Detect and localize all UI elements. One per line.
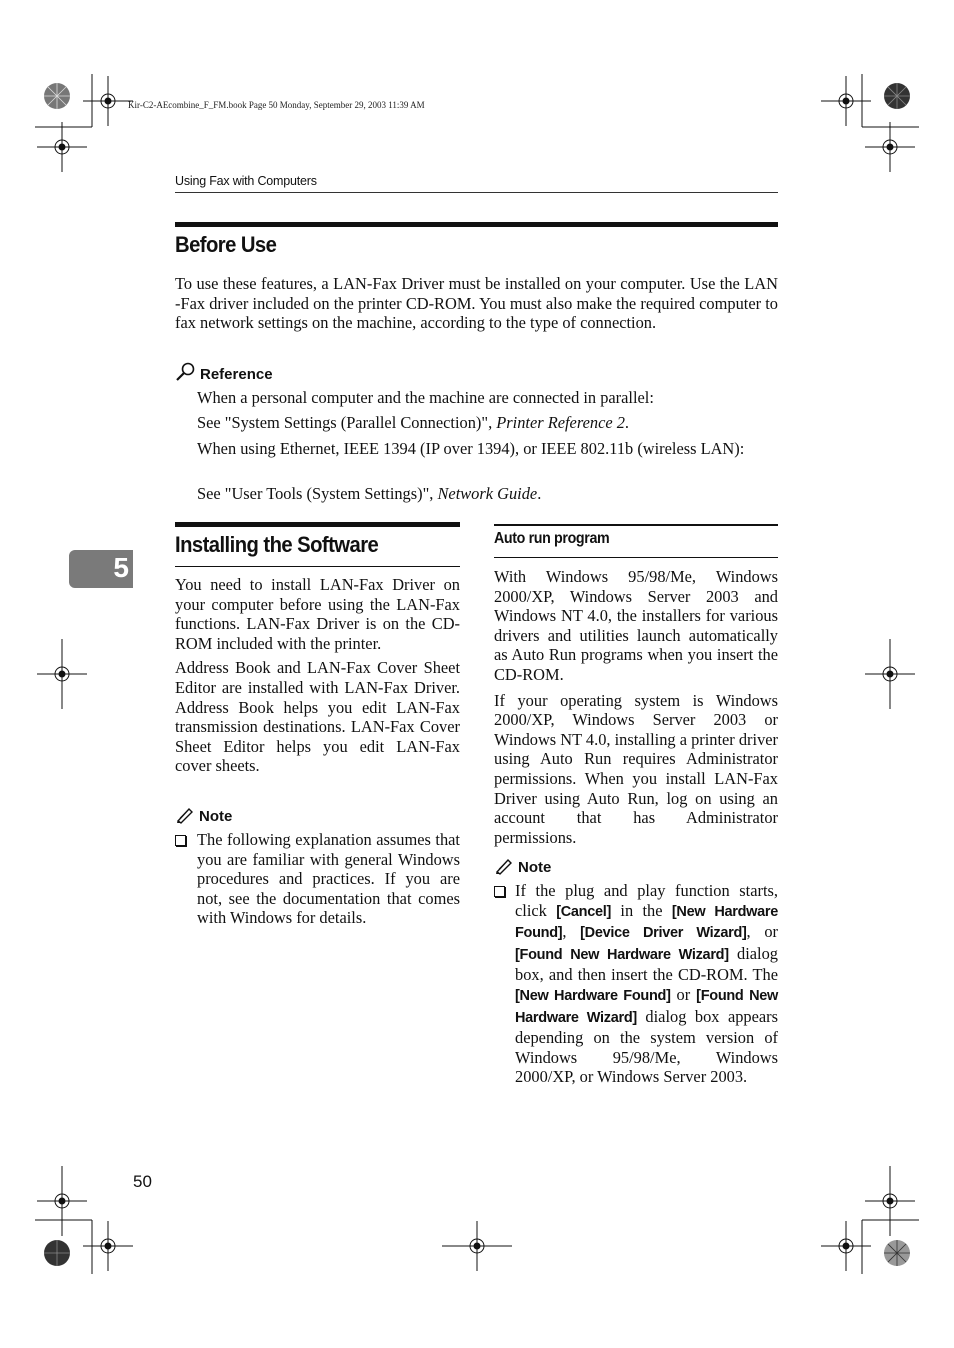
installing-heading-rule bbox=[175, 566, 460, 567]
registration-mark-icon bbox=[865, 122, 915, 172]
magnifier-icon bbox=[175, 362, 196, 382]
calibration-disc-icon bbox=[882, 1238, 912, 1268]
chapter-number: 5 bbox=[113, 552, 129, 583]
registration-mark-icon bbox=[37, 122, 87, 172]
pencil-icon bbox=[175, 806, 195, 824]
auto-run-body bbox=[494, 567, 778, 847]
reference-line-parallel: When a personal computer and the machine are connected in parallel: bbox=[197, 388, 654, 407]
reference-line-ethernet: When using Ethernet, IEEE 1394 (IP over 1394), or IEEE 802.11b (wireless LAN): bbox=[197, 439, 745, 458]
chapter-tab bbox=[69, 550, 133, 588]
checkbox-icon bbox=[175, 835, 186, 846]
calibration-disc-icon bbox=[882, 81, 912, 111]
reference-label: Reference bbox=[200, 366, 273, 383]
pencil-icon bbox=[494, 857, 514, 875]
header-rule bbox=[175, 192, 778, 193]
installing-heading: Installing the Software bbox=[175, 532, 379, 557]
page-number: 50 bbox=[133, 1172, 152, 1191]
reference-manual-printer: Printer Reference 2 bbox=[496, 413, 625, 432]
registration-mark-icon bbox=[83, 76, 133, 126]
registration-mark-icon bbox=[442, 1221, 512, 1271]
before-use-body: To use these features, a LAN-Fax Driver must be installed on your computer. Use the LAN -Fax driver included on the printer CD-ROM. You must also make the required computer to fax network settings on the machine, according to the type of connection. bbox=[175, 274, 778, 333]
auto-run-bottom-rule bbox=[494, 557, 778, 558]
installing-note-item: The following explanation assumes that you are familiar with general Windows procedures and practices. If you are not, see the documentation that comes with Windows for details. bbox=[175, 830, 460, 928]
installing-note-heading bbox=[175, 806, 232, 826]
registration-mark-icon bbox=[865, 639, 915, 709]
checkbox-icon bbox=[494, 886, 505, 897]
note-label: Note bbox=[199, 808, 233, 825]
ui-label-found-new-hardware-wizard: [Found New Hardware Wizard] bbox=[515, 946, 729, 963]
ui-label-new-hardware-found: [New Hardware Found] bbox=[515, 987, 671, 1004]
ui-label-cancel: [Cancel] bbox=[556, 903, 612, 920]
reference-line-parallel-see: See "System Settings (Parallel Connection)", Printer Reference 2. bbox=[197, 413, 630, 432]
section-rule bbox=[175, 222, 778, 227]
reference-manual-network: Network Guide bbox=[437, 484, 538, 503]
installing-body bbox=[175, 575, 460, 776]
section-rule bbox=[175, 522, 460, 527]
installing-para-2: Address Book and LAN-Fax Cover Sheet Editor are installed with LAN-Fax Driver. Address Book helps you edit LAN-Fax transmission destinations. LAN-Fax Cover Sheet Editor helps you edit LAN-Fax cover sheets. bbox=[175, 658, 460, 776]
reference-line-ethernet-see: See "User Tools (System Settings)", Network Guide. bbox=[197, 484, 542, 503]
registration-mark-icon bbox=[83, 1221, 133, 1271]
registration-mark-icon bbox=[865, 1166, 915, 1236]
registration-mark-icon bbox=[37, 639, 87, 709]
auto-run-note-heading bbox=[494, 857, 551, 877]
auto-run-para-1: With Windows 95/98/Me, Windows 2000/XP, Windows Server 2003 and Windows NT 4.0, the installers for various drivers and utilities launch automatically as Auto Run programs when you insert the CD-ROM. bbox=[494, 567, 778, 684]
registration-mark-icon bbox=[821, 76, 871, 126]
running-header: Using Fax with Computers bbox=[175, 174, 317, 188]
reference-heading bbox=[175, 362, 273, 384]
ui-label-found-new-hardware-wizard: [Found New Hardware Wizard] bbox=[515, 987, 778, 1026]
note-label: Note bbox=[518, 859, 552, 876]
ui-label-device-driver-wizard: [Device Driver Wizard] bbox=[580, 925, 747, 942]
calibration-disc-icon bbox=[42, 81, 72, 111]
registration-mark-icon bbox=[37, 1166, 87, 1236]
registration-mark-icon bbox=[821, 1221, 871, 1271]
installing-para-1: You need to install LAN-Fax Driver on your computer before using the LAN-Fax functions. LAN-Fax Driver is on the CD-ROM included with the printer. bbox=[175, 575, 460, 653]
auto-run-para-2: If your operating system is Windows 2000/XP, Windows Server 2003 or Windows NT 4.0, installing a printer driver using Auto Run requires Administrator permissions. When you install LAN-Fax Driver using Auto Run, log on using an account that has Administrator permissions. bbox=[494, 690, 779, 847]
ui-label-new-hardware-found: [New Hardware Found] bbox=[515, 903, 779, 942]
auto-run-top-rule bbox=[494, 524, 778, 526]
calibration-disc-icon bbox=[42, 1238, 72, 1268]
print-info: Kir-C2-AEcombine_F_FM.book Page 50 Monday, September 29, 2003 11:39 AM bbox=[128, 100, 425, 110]
before-use-heading: Before Use bbox=[175, 232, 277, 257]
auto-run-note-item: If the plug and play function starts, click [Cancel] in the [New Hardware Found], [Device Driver Wizard], or [Found New Hardware Wizard] dialog box, and then insert the CD-ROM. The [New Hardware Found] or [Found New Hardware Wizard] dialog box appears depending on the system version of Windows 95/98/Me, Windows 2000/XP, or Windows Server 2003. bbox=[494, 881, 778, 1087]
auto-run-heading: Auto run program bbox=[494, 530, 610, 547]
